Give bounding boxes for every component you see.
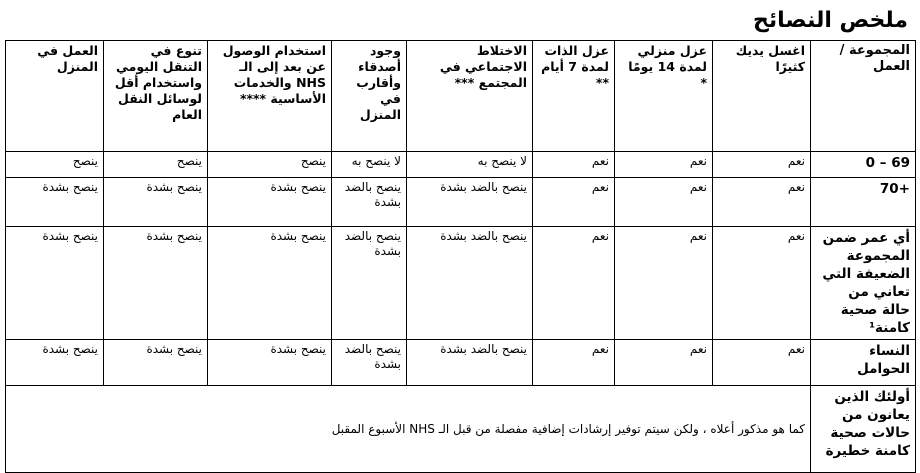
note-text: كما هو مذكور أعلاه ، ولكن سيتم توفير إرشادات إضافية مفصلة من قبل الـ NHS الأسبوع المقبل — [331, 421, 805, 436]
header-row — [6, 41, 916, 152]
table-cell: نعم — [713, 178, 811, 227]
page-title: ملخص النصائح — [753, 8, 908, 33]
table-cell: نعم — [713, 227, 811, 340]
row-group-label: 70+ — [811, 178, 916, 227]
header-wash-hands: اغسل يديك كثيرًا — [713, 41, 811, 152]
table-cell: ينصح بشدة — [104, 340, 208, 386]
header-home-isolation-14-days: عزل منزلي لمدة 14 يومًا * — [615, 41, 713, 152]
table-cell: ينصح بالضد بشدة — [407, 227, 533, 340]
table-cell: نعم — [615, 178, 713, 227]
header-self-isolation-7-days: عزل الذات لمدة 7 أيام ** — [533, 41, 615, 152]
table-cell: ينصح — [208, 152, 332, 178]
table-cell: لا ينصح به — [407, 152, 533, 178]
table-cell: نعم — [615, 340, 713, 386]
advice-summary-table — [5, 40, 916, 473]
table-cell: ينصح بالضد بشدة — [407, 178, 533, 227]
table-cell: ينصح بشدة — [208, 178, 332, 227]
table-cell: نعم — [713, 340, 811, 386]
header-remote-nhs-access: استخدام الوصول عن بعد إلى الـ NHS والخدمات الأساسية **** — [208, 41, 332, 152]
table-cell: ينصح بالضد بشدة — [407, 340, 533, 386]
table-row — [6, 178, 916, 227]
table-cell: ينصح بشدة — [6, 227, 104, 340]
table-row — [6, 227, 916, 340]
table-cell: ينصح بشدة — [6, 340, 104, 386]
table-cell: نعم — [533, 178, 615, 227]
table-cell: ينصح بشدة — [208, 227, 332, 340]
table-cell: ينصح بشدة — [208, 340, 332, 386]
note-cell — [6, 386, 811, 473]
header-friends-family-at-home: وجود أصدقاء وأقارب في المنزل — [332, 41, 407, 152]
table-row — [6, 152, 916, 178]
table-cell: نعم — [533, 340, 615, 386]
table-cell: نعم — [615, 152, 713, 178]
table-cell: ينصح — [104, 152, 208, 178]
table-cell: نعم — [713, 152, 811, 178]
header-work-from-home: العمل في المنزل — [6, 41, 104, 152]
row-group-label: 0 – 69 — [811, 152, 916, 178]
header-varied-commute: تنوع في التنقل اليومي واستخدام أقل لوسائل النقل العام — [104, 41, 208, 152]
table-cell: ينصح — [6, 152, 104, 178]
table-cell: ينصح بشدة — [6, 178, 104, 227]
table-cell: ينصح بشدة — [104, 227, 208, 340]
row-group-label: أولئك الذين يعانون من حالات صحية كامنة خطيرة — [811, 386, 916, 473]
table-cell: نعم — [533, 152, 615, 178]
table-cell: لا ينصح به — [332, 152, 407, 178]
row-group-label: أي عمر ضمن المجموعة الضعيفة التي تعاني من حالة صحية كامنة¹ — [811, 227, 916, 340]
row-group-label: النساء الحوامل — [811, 340, 916, 386]
table-row — [6, 340, 916, 386]
table-cell: نعم — [615, 227, 713, 340]
table-cell: ينصح بالضد بشدة — [332, 227, 407, 340]
table-cell: ينصح بشدة — [104, 178, 208, 227]
table-cell: نعم — [533, 227, 615, 340]
header-social-mixing: الاختلاط الاجتماعي في المجتمع *** — [407, 41, 533, 152]
table-cell: ينصح بالضد بشدة — [332, 178, 407, 227]
table-row — [6, 386, 916, 473]
table-cell: ينصح بالضد بشدة — [332, 340, 407, 386]
header-group: المجموعة / العمل — [811, 41, 916, 152]
